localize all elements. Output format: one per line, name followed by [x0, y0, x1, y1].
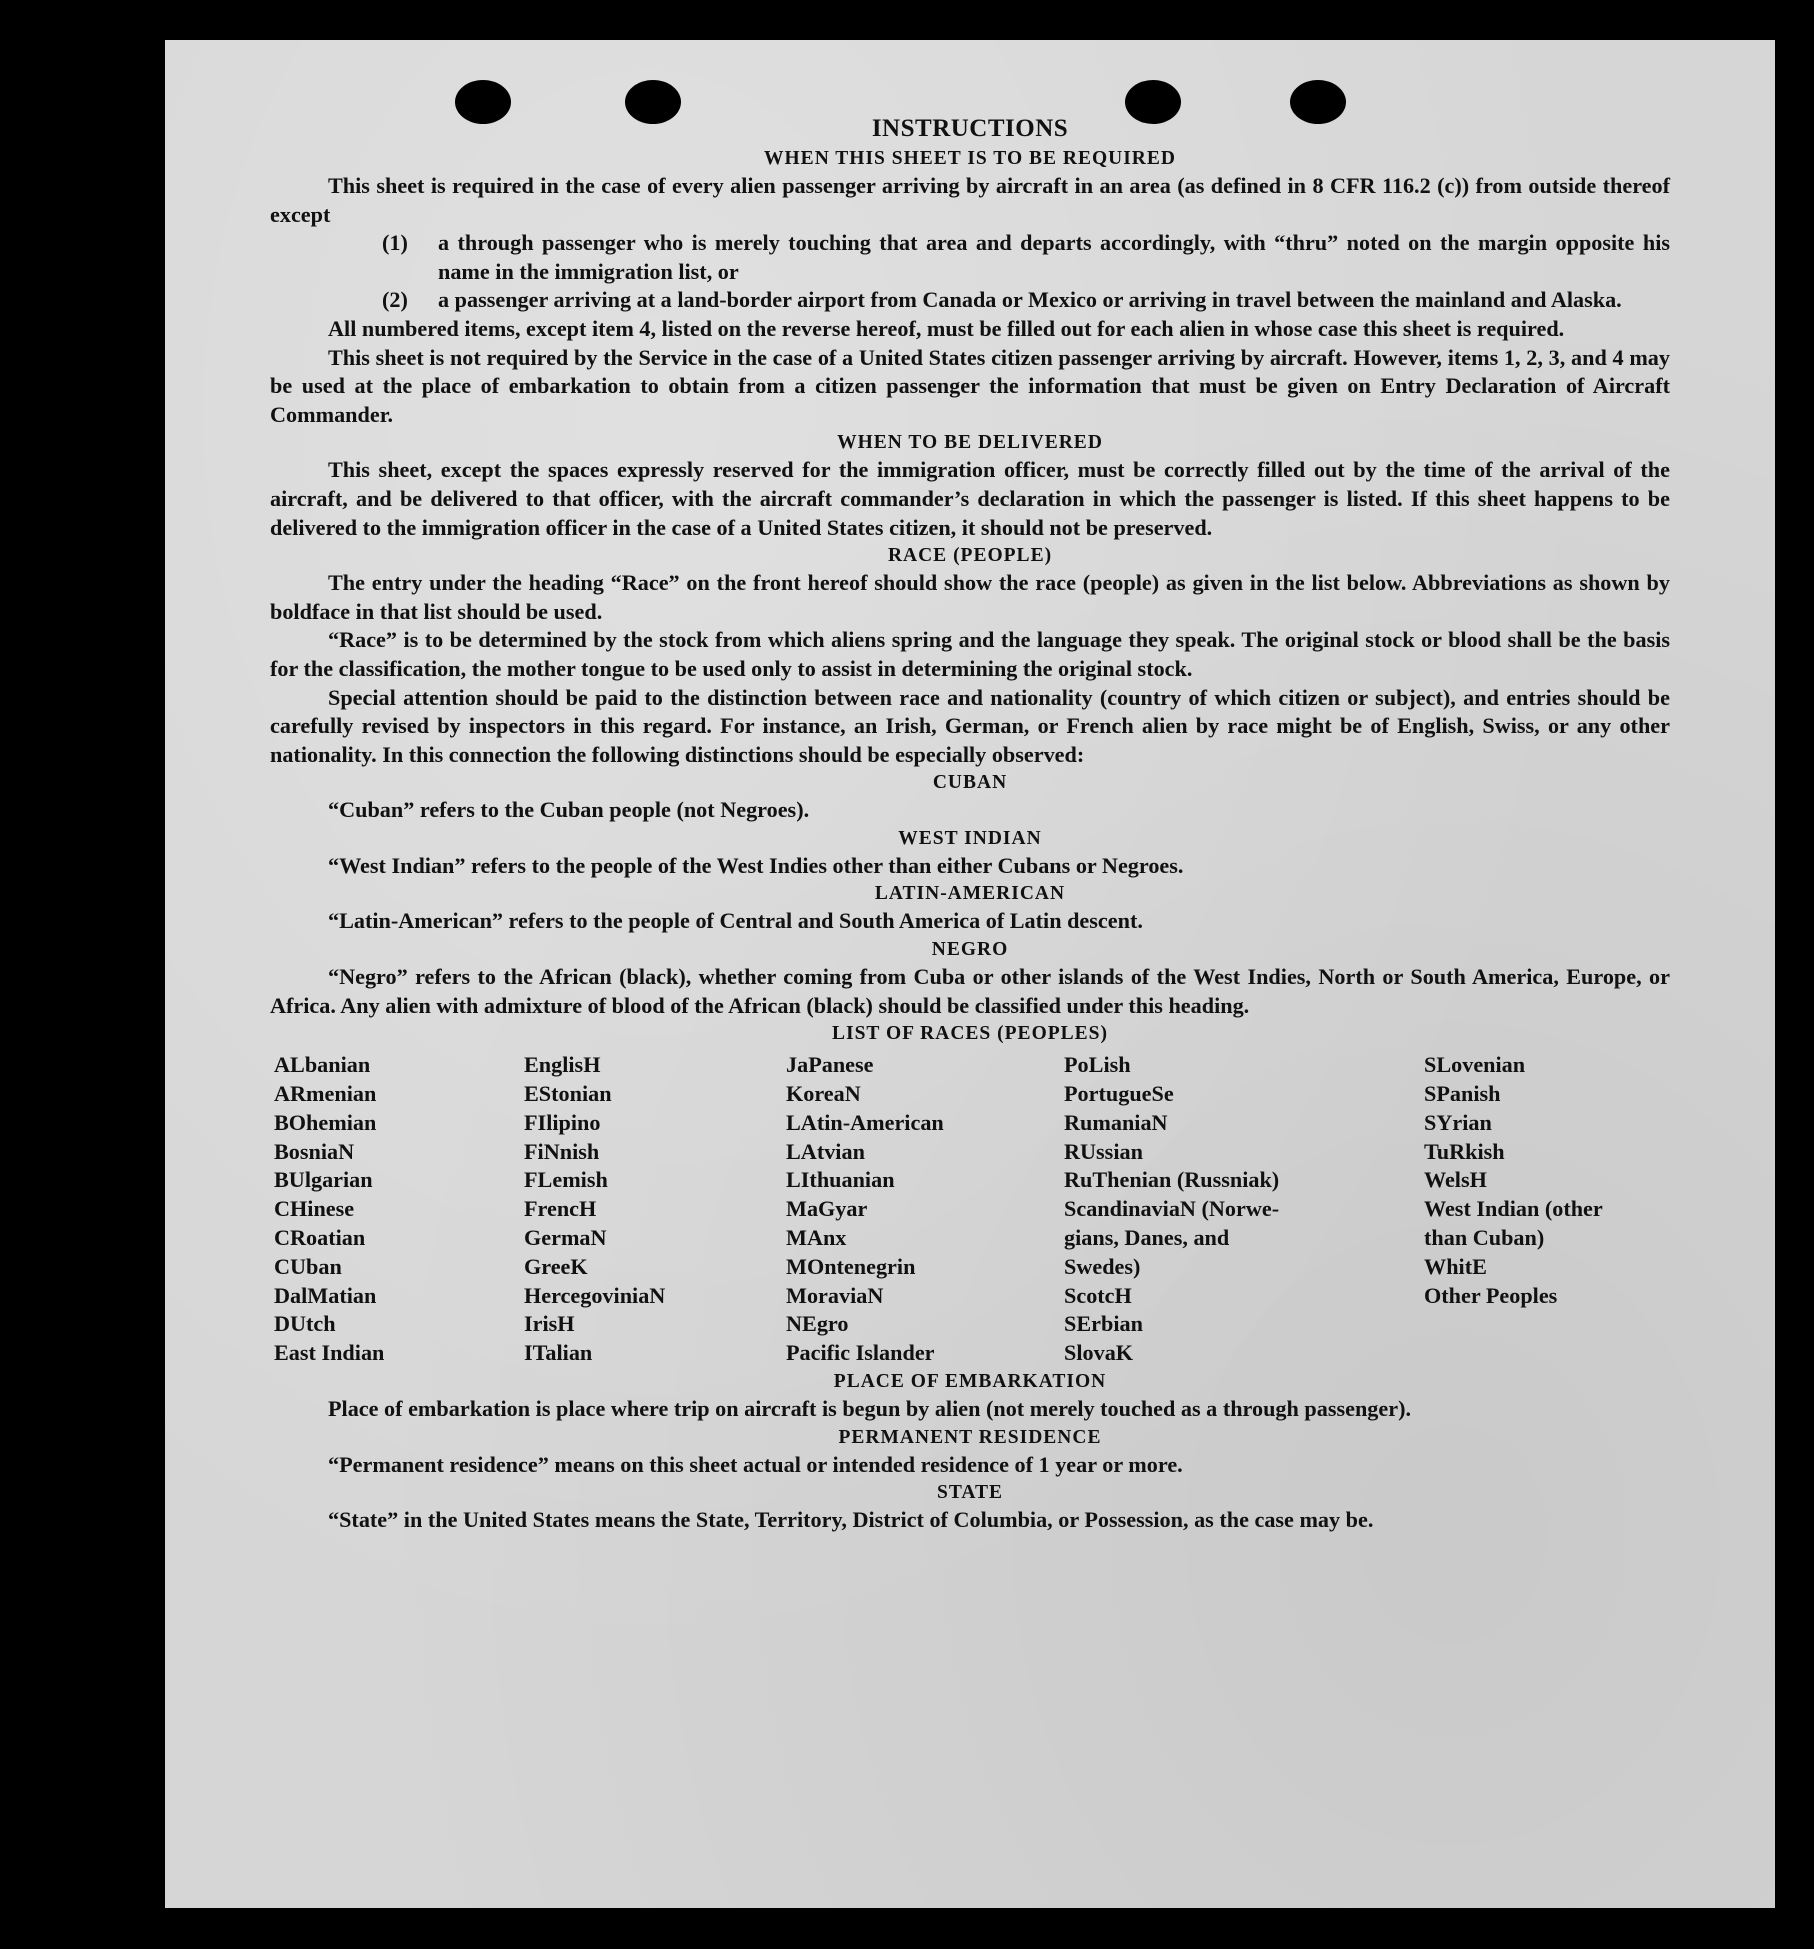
race-entry: RumaniaN [1064, 1109, 1168, 1135]
race-entry: East Indian [274, 1340, 385, 1366]
race-entry: LAtin-American [786, 1109, 944, 1135]
instructions-body [270, 113, 1670, 1535]
race-entry: TuRkish [1424, 1138, 1505, 1164]
race-entry: DalMatian [274, 1282, 377, 1308]
section-heading-list: LIST OF RACES (PEOPLES) [831, 1023, 1108, 1045]
race-entry: IrisH [524, 1311, 575, 1337]
race-entry: RuThenian (Russniak) [1064, 1167, 1280, 1193]
race-entry [1424, 1310, 1674, 1339]
race-entry: EnglisH [524, 1052, 601, 1078]
section-heading-state: STATE [936, 1482, 1004, 1504]
race-entry: than Cuban) [1424, 1225, 1545, 1251]
exception-item [382, 286, 1670, 315]
embarkation-definition: Place of embarkation is place where trip on aircraft is begun by alien (not merely touched as a through passenger). [328, 1396, 1412, 1422]
section-heading-race: RACE (PEOPLE) [887, 545, 1053, 567]
race-entry: NEgro [786, 1311, 849, 1337]
race-entry: DUtch [274, 1311, 336, 1337]
race-entry: CUban [274, 1253, 342, 1279]
race-entry: CRoatian [274, 1225, 366, 1251]
race-entry: ITalian [524, 1340, 593, 1366]
race-entry: LAtvian [786, 1138, 865, 1164]
residence-definition: “Permanent residence” means on this sheet actual or intended residence of 1 year or more. [328, 1451, 1183, 1477]
race-entry: BOhemian [274, 1109, 377, 1135]
race-entry: FrencH [524, 1196, 597, 1222]
race-entry: HercegoviniaN [524, 1282, 666, 1308]
race-entry: FiNnish [524, 1138, 600, 1164]
race-entry: EStonian [524, 1081, 612, 1107]
section-heading-cuban: CUBAN [932, 772, 1008, 794]
race-entry: gians, Danes, and [1064, 1225, 1230, 1251]
race-entry: LIthuanian [786, 1167, 895, 1193]
race-entry: GreeK [524, 1253, 588, 1279]
cuban-definition: “Cuban” refers to the Cuban people (not Negroes). [328, 797, 810, 823]
race-paragraph: Special attention should be paid to the distinction between race and nationality (country of which citizen or subject), and entries should be carefully revised by inspectors in this regard. For instance, an Irish, German, or French alien by race might be of English, Swiss, or any other nationality. In this connection the following distinctions should be especially observed: [270, 684, 1670, 767]
race-paragraph: “Race” is to be determined by the stock from which aliens spring and the language they speak. The original stock or blood shall be the basis for the classification, the mother tongue to be used only to assist in determining the original stock. [270, 627, 1670, 681]
race-entry: PortugueSe [1064, 1081, 1174, 1107]
race-entry: MaGyar [786, 1196, 868, 1222]
race-entry: SYrian [1424, 1109, 1492, 1135]
race-entry: SErbian [1064, 1311, 1143, 1337]
exception-text: a through passenger who is merely touching that area and departs accordingly, with “thru” noted on the margin opposite his name in the immigration list, or [438, 230, 1670, 284]
required-intro: This sheet is required in the case of every alien passenger arriving by aircraft in an area (as defined in 8 CFR 116.2 (c)) from outside thereof except [270, 173, 1670, 227]
section-heading-embarkation: PLACE OF EMBARKATION [833, 1371, 1107, 1393]
exception-item [382, 229, 1670, 286]
section-heading-required: WHEN THIS SHEET IS TO BE REQUIRED [764, 148, 1176, 169]
races-list [274, 1051, 1670, 1368]
section-heading-west-indian: WEST INDIAN [898, 827, 1042, 849]
race-entry: JaPanese [786, 1052, 874, 1078]
state-definition: “State” in the United States means the State, Territory, District of Columbia, or Possession, as the case may be. [328, 1507, 1374, 1533]
race-entry: BUlgarian [274, 1167, 373, 1193]
west-indian-definition: “West Indian” refers to the people of the West Indies other than either Cubans or Negroes. [328, 852, 1184, 878]
negro-definition: “Negro” refers to the African (black), whether coming from Cuba or other islands of the West Indies, North or South America, Europe, or Africa. Any alien with admixture of blood of the African (black) should be classified under this heading. [270, 964, 1670, 1018]
race-paragraph: The entry under the heading “Race” on the front hereof should show the race (people) as given in the list below. Abbreviations as shown by boldface in that list should be used. [270, 570, 1670, 624]
race-entry: ScandinaviaN (Norwe- [1064, 1196, 1280, 1222]
race-entry: RUssian [1064, 1138, 1143, 1164]
race-entry: MoraviaN [786, 1282, 884, 1308]
race-entry: MAnx [786, 1225, 847, 1251]
delivered-paragraph: This sheet, except the spaces expressly reserved for the immigration officer, must be correctly filled out by the time of the arrival of the aircraft, and be delivered to that officer, with the aircraft commander’s declaration in which the passenger is listed. If this sheet happens to be delivered to the immigration officer in the case of a United States citizen, it should not be preserved. [270, 457, 1670, 540]
latin-american-definition: “Latin-American” refers to the people of Central and South America of Latin descent. [328, 908, 1143, 934]
race-entry: Other Peoples [1424, 1282, 1558, 1308]
race-entry: GermaN [524, 1225, 607, 1251]
race-entry: MOntenegrin [786, 1253, 916, 1279]
race-entry: ALbanian [274, 1052, 371, 1078]
exception-text: a passenger arriving at a land-border airport from Canada or Mexico or arriving in travel between the mainland and Alaska. [438, 287, 1622, 313]
race-entry: Swedes) [1064, 1253, 1141, 1279]
section-heading-negro: NEGRO [931, 939, 1009, 961]
race-entry: WhitE [1424, 1253, 1487, 1279]
race-entry: SPanish [1424, 1081, 1501, 1107]
race-entry: CHinese [274, 1196, 355, 1222]
race-entry [1424, 1339, 1674, 1368]
race-entry: KoreaN [786, 1081, 861, 1107]
race-entry: BosniaN [274, 1138, 355, 1164]
required-paragraph: All numbered items, except item 4, listed on the reverse hereof, must be filled out for each alien in whose case this sheet is required. [328, 315, 1565, 341]
exception-number: (1) [382, 230, 408, 256]
exception-number: (2) [382, 287, 408, 313]
race-entry: PoLish [1064, 1052, 1131, 1078]
required-paragraph: This sheet is not required by the Service in the case of a United States citizen passenger arriving by aircraft. However, items 1, 2, 3, and 4 may be used at the place of embarkation to obtain from a citizen passenger the information that must be given on Entry Declaration of Aircraft Commander. [270, 344, 1670, 427]
race-entry: FLemish [524, 1167, 608, 1193]
race-entry: WelsH [1424, 1167, 1487, 1193]
page-title: INSTRUCTIONS [871, 115, 1069, 142]
section-heading-latin-american: LATIN-AMERICAN [874, 883, 1066, 905]
race-entry: FIlipino [524, 1109, 601, 1135]
race-entry: West Indian (other [1424, 1196, 1603, 1222]
race-entry: SLovenian [1424, 1052, 1526, 1078]
race-entry: SlovaK [1064, 1340, 1134, 1366]
race-entry: ScotcH [1064, 1282, 1132, 1308]
race-entry: ARmenian [274, 1081, 377, 1107]
race-entry: Pacific Islander [786, 1340, 935, 1366]
section-heading-residence: PERMANENT RESIDENCE [838, 1426, 1102, 1448]
section-heading-delivered: WHEN TO BE DELIVERED [837, 432, 1103, 454]
document-page [165, 40, 1775, 1908]
